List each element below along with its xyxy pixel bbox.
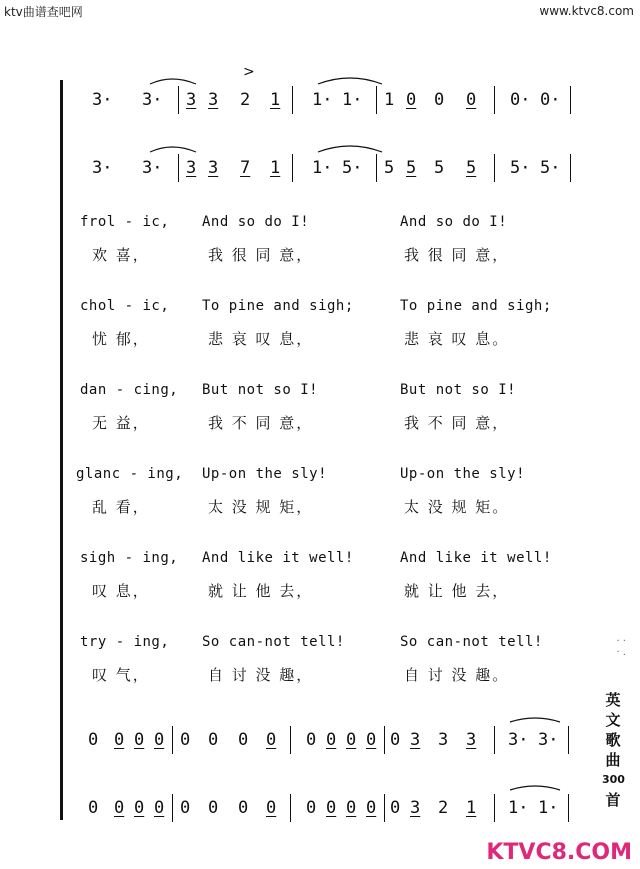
note: 1· [312, 90, 333, 110]
note: 0 [306, 730, 317, 750]
watermark-top-left: ktv曲谱查吧网 [4, 5, 83, 19]
note: 0 [266, 798, 277, 818]
note: 0 [154, 798, 165, 818]
barline [290, 794, 291, 822]
note: 0 [346, 730, 357, 750]
accent-mark: > [243, 64, 255, 80]
note: 0 [326, 798, 337, 818]
watermark-top-right: www.ktvc8.com [539, 4, 634, 18]
note: 0 [134, 730, 145, 750]
title-char: 首 [605, 791, 621, 809]
barline [376, 86, 377, 114]
note: 7 [240, 158, 251, 178]
title-char: 300 [602, 773, 625, 786]
score-row-bottom-2 [84, 788, 604, 828]
note: 0 [88, 798, 99, 818]
lyric-chn-2a: 忧 郁， [92, 330, 150, 348]
note: 0 [180, 798, 191, 818]
lyric-eng-5c: And like it well! [400, 550, 552, 566]
note: 0 [238, 798, 249, 818]
score-row-top-2 [70, 148, 590, 188]
lyric-eng-3c: But not so I! [400, 382, 517, 398]
note: 2 [240, 90, 251, 110]
score-row-bottom-1 [84, 720, 604, 760]
note: 5 [406, 158, 417, 178]
note: 3 [186, 90, 197, 110]
note: 0 [390, 730, 401, 750]
lyric-eng-2c: To pine and sigh; [400, 298, 552, 314]
lyric-eng-1a: frol - ic, [80, 214, 170, 230]
title-char: 文 [605, 711, 621, 729]
lyric-chn-3a: 无 益， [92, 414, 150, 432]
lyric-eng-3a: dan - cing, [80, 382, 179, 398]
note: 3 [186, 158, 197, 178]
note: 0 [326, 730, 337, 750]
barline [570, 86, 571, 114]
note: 3 [208, 158, 219, 178]
lyric-eng-4b: Up-on the sly! [202, 466, 328, 482]
note: 0 [346, 798, 357, 818]
note: 2 [438, 798, 449, 818]
lyric-chn-4b: 太 没 规 矩， [208, 498, 314, 516]
barline [384, 794, 385, 822]
note: 0 [366, 798, 377, 818]
note: 0 [390, 798, 401, 818]
note: 0 [266, 730, 277, 750]
scan-specks: · · · . [616, 636, 626, 658]
barline [172, 726, 173, 754]
barline [178, 86, 179, 114]
note: 0 [134, 798, 145, 818]
lyric-chn-1a: 欢 喜， [92, 246, 150, 264]
note: 0 [238, 730, 249, 750]
lyric-eng-5b: And like it well! [202, 550, 354, 566]
lyric-chn-3b: 我 不 同 意， [208, 414, 314, 432]
lyric-chn-5b: 就 让 他 去， [208, 582, 314, 600]
lyric-eng-4a: glanc - ing, [76, 466, 184, 482]
note: 5· [510, 158, 531, 178]
barline [292, 154, 293, 182]
note: 0 [88, 730, 99, 750]
barline [376, 154, 377, 182]
score-row-top-1 [70, 80, 590, 120]
book-title-vertical [602, 690, 624, 810]
lyric-eng-6b: So can-not tell! [202, 634, 345, 650]
note: 1· [312, 158, 333, 178]
barline [172, 794, 173, 822]
title-char: 曲 [605, 751, 621, 769]
note: 0 [306, 798, 317, 818]
lyric-chn-2b: 悲 哀 叹 息， [208, 330, 314, 348]
note: 0 [114, 730, 125, 750]
barline [290, 726, 291, 754]
note: 3 [438, 730, 449, 750]
barline [568, 726, 569, 754]
note: 0· [510, 90, 531, 110]
note: 3· [508, 730, 529, 750]
lyric-chn-5c: 就 让 他 去， [404, 582, 510, 600]
note: 0 [208, 798, 219, 818]
note: 5 [466, 158, 477, 178]
lyric-eng-4c: Up-on the sly! [400, 466, 526, 482]
note: 3 [410, 730, 421, 750]
note: 0 [366, 730, 377, 750]
lyric-eng-6c: So can-not tell! [400, 634, 543, 650]
note: 0 [114, 798, 125, 818]
note: 3 [208, 90, 219, 110]
note: 0 [406, 90, 417, 110]
note: 0 [208, 730, 219, 750]
note: 0 [180, 730, 191, 750]
note: 5· [342, 158, 363, 178]
site-logo: KTVC8.COM [486, 840, 632, 865]
note: 0· [540, 90, 561, 110]
lyric-chn-6b: 自 讨 没 趣， [208, 666, 314, 684]
lyric-chn-6a: 叹 气， [92, 666, 150, 684]
note: 3· [92, 158, 113, 178]
note: 0 [434, 90, 445, 110]
barline [494, 794, 495, 822]
barline [292, 86, 293, 114]
title-char: 英 [605, 691, 621, 709]
note: 1· [508, 798, 529, 818]
note: 0 [154, 730, 165, 750]
note: 3· [142, 158, 163, 178]
note: 3 [466, 730, 477, 750]
note: 3· [92, 90, 113, 110]
lyric-chn-2c: 悲 哀 叹 息。 [404, 330, 510, 348]
lyric-eng-1b: And so do I! [202, 214, 310, 230]
barline [568, 794, 569, 822]
lyric-chn-1b: 我 很 同 意， [208, 246, 314, 264]
lyric-eng-6a: try - ing, [80, 634, 170, 650]
note: 0 [466, 90, 477, 110]
lyric-eng-2b: To pine and sigh; [202, 298, 354, 314]
note: 1 [270, 158, 281, 178]
barline [494, 86, 495, 114]
note: 1· [538, 798, 559, 818]
barline [570, 154, 571, 182]
note: 3· [142, 90, 163, 110]
lyric-eng-1c: And so do I! [400, 214, 508, 230]
note: 3· [538, 730, 559, 750]
title-char: 歌 [605, 731, 621, 749]
lyric-chn-4a: 乱 看， [92, 498, 150, 516]
barline [384, 726, 385, 754]
lyric-chn-6c: 自 讨 没 趣。 [404, 666, 510, 684]
lyric-eng-5a: sigh - ing, [80, 550, 179, 566]
note: 1 [270, 90, 281, 110]
lyric-eng-3b: But not so I! [202, 382, 319, 398]
note: 3 [410, 798, 421, 818]
lyric-chn-3c: 我 不 同 意， [404, 414, 510, 432]
barline [494, 726, 495, 754]
barline [494, 154, 495, 182]
note: 1· [342, 90, 363, 110]
note: 5· [540, 158, 561, 178]
note: 5 [434, 158, 445, 178]
note: 1 [384, 90, 395, 110]
lyric-chn-5a: 叹 息， [92, 582, 150, 600]
note: 1 [466, 798, 477, 818]
lyric-chn-4c: 太 没 规 矩。 [404, 498, 510, 516]
lyric-eng-2a: chol - ic, [80, 298, 170, 314]
note: 5 [384, 158, 395, 178]
lyric-chn-1c: 我 很 同 意， [404, 246, 510, 264]
barline [178, 154, 179, 182]
